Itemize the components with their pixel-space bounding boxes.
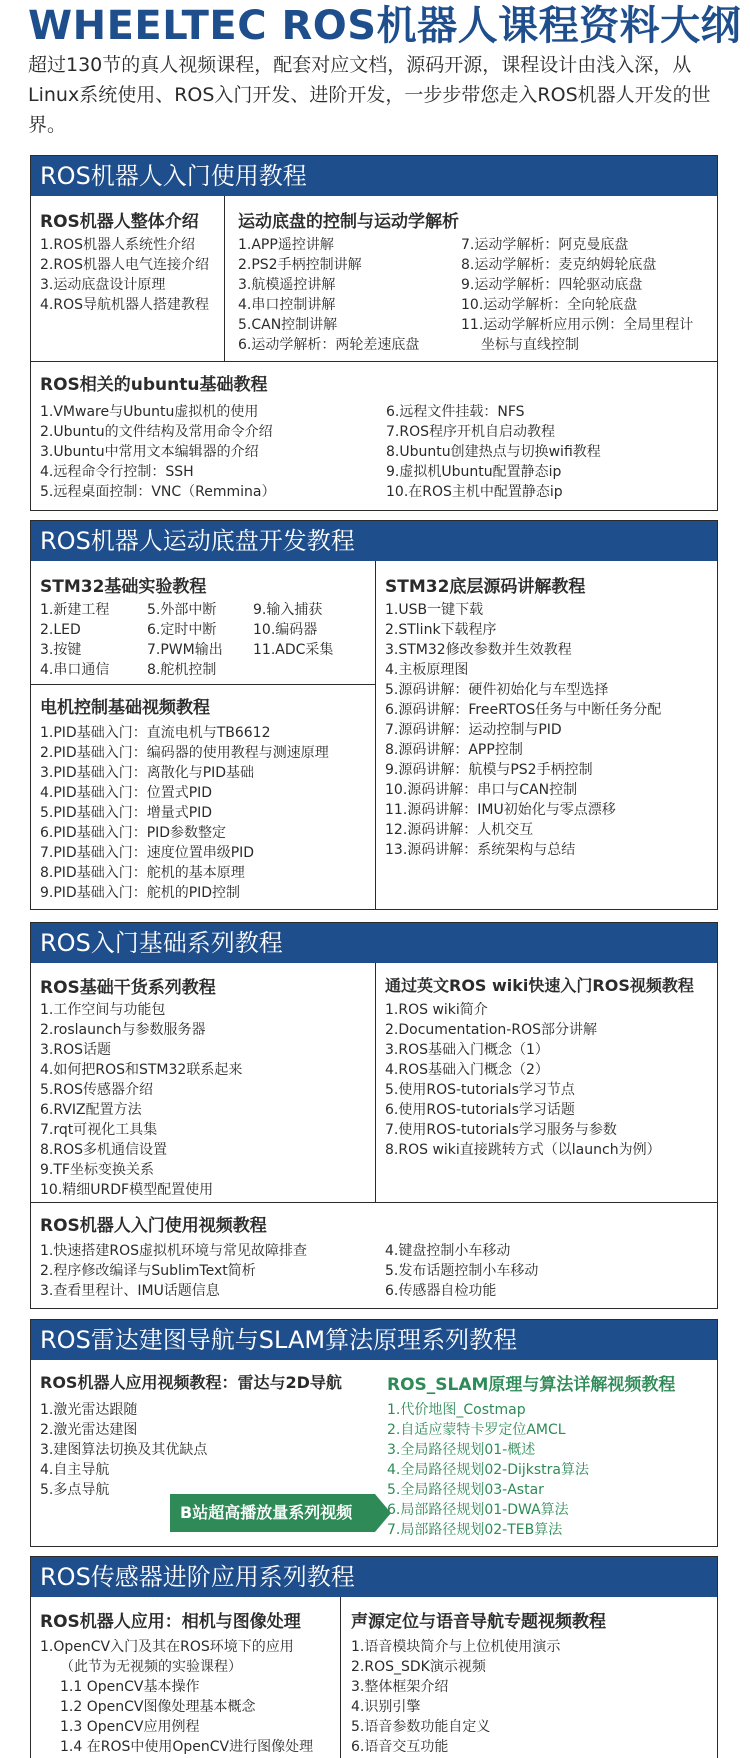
list-item: 4.串口通信 <box>40 662 110 678</box>
list-item: 8.PID基础入门：舵机的基本原理 <box>40 865 245 881</box>
list-item: 1.1 OpenCV基本操作 <box>60 1679 200 1695</box>
list-item: 1.USB一键下载 <box>385 602 484 618</box>
panel-title: 通过英文ROS wiki快速入门ROS视频教程 <box>385 976 694 995</box>
list-item: 4.远程命令行控制：SSH <box>40 464 194 480</box>
list-item: 6.语音交互功能 <box>351 1739 449 1755</box>
item-list <box>40 600 109 680</box>
list-item: 6.源码讲解：FreeRTOS任务与中断任务分配 <box>385 702 662 718</box>
list-item: 2.激光雷达建图 <box>40 1422 138 1438</box>
list-item: 10.编码器 <box>253 622 318 638</box>
list-item: 3.航模遥控讲解 <box>238 277 336 293</box>
panel-title: 电机控制基础视频教程 <box>40 698 210 718</box>
list-item: 5.发布话题控制小车移动 <box>385 1263 539 1279</box>
list-item: 7.PID基础入门：速度位置串级PID <box>40 845 255 861</box>
panel-title: 声源定位与语音导航专题视频教程 <box>351 1612 606 1632</box>
list-item: 2.LED <box>40 622 81 638</box>
list-item: 1.新建工程 <box>40 602 110 618</box>
list-item: 6.RVIZ配置方法 <box>40 1102 142 1118</box>
list-item: 3.建图算法切换及其优缺点 <box>40 1442 208 1458</box>
list-item: 2.STlink下载程序 <box>385 622 497 638</box>
panel-title: 运动底盘的控制与运动学解析 <box>238 212 459 232</box>
list-item: 4.全局路径规划02-Dijkstra算法 <box>387 1462 590 1478</box>
list-item: 1.VMware与Ubuntu虚拟机的使用 <box>40 404 259 420</box>
list-item: 11.源码讲解：IMU初始化与零点漂移 <box>385 802 616 818</box>
list-item: 4.键盘控制小车移动 <box>385 1243 511 1259</box>
page-title: WHEELTEC ROS机器人课程资料大纲 <box>28 3 742 49</box>
intro-text: 超过130节的真人视频课程，配套对应文档，源码开源，课程设计由浅入深，从Linux系统使用、ROS入门开发、进阶开发，一步步带您走入ROS机器人开发的世界。 <box>28 54 711 136</box>
list-item: 3.ROS基础入门概念（1） <box>385 1042 549 1058</box>
list-item: 9.输入捕获 <box>253 602 323 618</box>
list-item: 6.局部路径规划01-DWA算法 <box>387 1502 569 1518</box>
item-list <box>385 1241 538 1301</box>
section-header: ROS入门基础系列教程 <box>31 923 717 963</box>
list-item: 3.Ubuntu中常用文本编辑器的介绍 <box>40 444 259 460</box>
panel-title: ROS机器人入门使用视频教程 <box>40 1216 267 1236</box>
list-item: 12.源码讲解：人机交互 <box>385 822 534 838</box>
list-item: 9.虚拟机Ubuntu配置静态ip <box>386 464 562 480</box>
list-item: （此节为无视频的实验课程） <box>60 1659 242 1675</box>
panel-title: ROS机器人应用：相机与图像处理 <box>40 1612 301 1632</box>
list-item: 8.Ubuntu创建热点与切换wifi教程 <box>386 444 601 460</box>
list-item: 5.多点导航 <box>40 1482 110 1498</box>
item-list <box>385 600 661 860</box>
list-item: 5.外部中断 <box>147 602 217 618</box>
list-item: 1.OpenCV入门及其在ROS环境下的应用 <box>40 1639 294 1655</box>
list-item: 3.PID基础入门：离散化与PID基础 <box>40 765 255 781</box>
list-item: 10.在ROS主机中配置静态ip <box>386 484 563 500</box>
list-item: 1.ROS wiki简介 <box>385 1002 488 1018</box>
list-item: 1.代价地图_Costmap <box>387 1402 526 1418</box>
list-item: 5.CAN控制讲解 <box>238 317 338 333</box>
list-item: 4.PID基础入门：位置式PID <box>40 785 213 801</box>
list-item: 4.如何把ROS和STM32联系起来 <box>40 1062 243 1078</box>
list-item: 6.定时中断 <box>147 622 217 638</box>
list-item: 2.程序修改编译与SublimText简析 <box>40 1263 256 1279</box>
list-item: 5.远程桌面控制：VNC（Remmina） <box>40 484 276 500</box>
panel-title: ROS基础干货系列教程 <box>40 978 216 998</box>
list-item: 4.自主导航 <box>40 1462 110 1478</box>
list-item: 2.PS2手柄控制讲解 <box>238 257 362 273</box>
list-item: 6.PID基础入门：PID参数整定 <box>40 825 227 841</box>
list-item: 1.ROS机器人系统性介绍 <box>40 237 195 253</box>
list-item: 3.查看里程计、IMU话题信息 <box>40 1283 220 1299</box>
item-list <box>386 402 601 502</box>
section-chassis-dev <box>30 520 718 910</box>
list-item: 9.源码讲解：航模与PS2手柄控制 <box>385 762 593 778</box>
panel-title: ROS机器人应用视频教程：雷达与2D导航 <box>40 1373 342 1392</box>
list-item: 7.ROS程序开机自启动教程 <box>386 424 555 440</box>
item-list <box>40 235 209 315</box>
list-item: 6.运动学解析：两轮差速底盘 <box>238 337 420 353</box>
list-item: 5.ROS传感器介绍 <box>40 1082 153 1098</box>
list-item: 2.roslaunch与参数服务器 <box>40 1022 206 1038</box>
list-item: 3.全局路径规划01-概述 <box>387 1442 536 1458</box>
list-item: 2.自适应蒙特卡罗定位AMCL <box>387 1422 566 1438</box>
list-item: 1.APP遥控讲解 <box>238 237 334 253</box>
list-item: 7.运动学解析：阿克曼底盘 <box>461 237 629 253</box>
list-item: 1.3 OpenCV应用例程 <box>60 1719 200 1735</box>
list-item: 8.源码讲解：APP控制 <box>385 742 523 758</box>
list-item: 5.PID基础入门：增量式PID <box>40 805 213 821</box>
section-header: ROS机器人入门使用教程 <box>31 156 717 196</box>
item-list <box>40 1637 313 1757</box>
item-list <box>461 235 693 355</box>
list-item: 8.运动学解析：麦克纳姆轮底盘 <box>461 257 657 273</box>
list-item: 3.按键 <box>40 642 82 658</box>
list-item: 9.PID基础入门：舵机的PID控制 <box>40 885 241 901</box>
list-item: 8.ROS wiki直接跳转方式（以launch为例） <box>385 1142 661 1158</box>
list-item: 7.源码讲解：运动控制与PID <box>385 722 562 738</box>
list-item: 13.源码讲解：系统架构与总结 <box>385 842 576 858</box>
list-item: 2.PID基础入门：编码器的使用教程与测速原理 <box>40 745 329 761</box>
list-item: 2.ROS_SDK演示视频 <box>351 1659 486 1675</box>
list-item: 2.Ubuntu的文件结构及常用命令介绍 <box>40 424 273 440</box>
list-item: 3.ROS话题 <box>40 1042 111 1058</box>
section-sensor-advanced <box>30 1556 718 1758</box>
list-item: 5.源码讲解：硬件初始化与车型选择 <box>385 682 609 698</box>
item-list <box>253 600 333 660</box>
list-item: 3.运动底盘设计原理 <box>40 277 166 293</box>
list-item: 1.4 在ROS中使用OpenCV进行图像处理 <box>60 1739 314 1755</box>
list-item: 8.ROS多机通信设置 <box>40 1142 167 1158</box>
list-item: 4.串口控制讲解 <box>238 297 336 313</box>
list-item: 3.STM32修改参数并生效教程 <box>385 642 572 658</box>
list-item: 4.ROS导航机器人搭建教程 <box>40 297 209 313</box>
panel-title: STM32基础实验教程 <box>40 577 207 597</box>
list-item: 1.2 OpenCV图像处理基本概念 <box>60 1699 256 1715</box>
section-header: ROS机器人运动底盘开发教程 <box>31 521 717 561</box>
item-list <box>40 723 329 903</box>
list-item: 4.识别引擎 <box>351 1699 421 1715</box>
panel-title: ROS_SLAM原理与算法详解视频教程 <box>387 1375 676 1395</box>
item-list <box>40 1400 207 1500</box>
list-item: 5.使用ROS-tutorials学习节点 <box>385 1082 575 1098</box>
list-item: 6.使用ROS-tutorials学习话题 <box>385 1102 575 1118</box>
bilibili-banner: B站超高播放量系列视频 <box>170 1494 375 1532</box>
item-list <box>40 1241 307 1301</box>
list-item: 11.运动学解析应用示例：全局里程计 <box>461 317 694 333</box>
list-item: 4.ROS基础入门概念（2） <box>385 1062 549 1078</box>
section-header: ROS传感器进阶应用系列教程 <box>31 1557 717 1597</box>
list-item: 8.舵机控制 <box>147 662 217 678</box>
item-list <box>147 600 223 680</box>
list-item: 6.远程文件挂载：NFS <box>386 404 525 420</box>
item-list <box>238 235 419 355</box>
item-list <box>40 1000 242 1200</box>
list-item: 1.工作空间与功能包 <box>40 1002 166 1018</box>
list-item: 5.全局路径规划03-Astar <box>387 1482 544 1498</box>
list-item: 7.局部路径规划02-TEB算法 <box>387 1522 563 1538</box>
list-item: 7.使用ROS-tutorials学习服务与参数 <box>385 1122 617 1138</box>
list-item: 4.主板原理图 <box>385 662 469 678</box>
list-item: 7.rqt可视化工具集 <box>40 1122 158 1138</box>
list-item: 1.快速搭建ROS虚拟机环境与常见故障排查 <box>40 1243 307 1259</box>
list-item: 11.ADC采集 <box>253 642 334 658</box>
list-item: 10.精细URDF模型配置使用 <box>40 1182 214 1198</box>
section-ros-basics <box>30 922 718 1309</box>
list-item: 坐标与直线控制 <box>481 337 579 353</box>
panel-title: ROS相关的ubuntu基础教程 <box>40 375 268 395</box>
panel-title: ROS机器人整体介绍 <box>40 212 199 232</box>
item-list <box>387 1400 589 1540</box>
list-item: 3.整体框架介绍 <box>351 1679 449 1695</box>
list-item: 10.运动学解析：全向轮底盘 <box>461 297 638 313</box>
panel-title: STM32底层源码讲解教程 <box>385 577 586 597</box>
item-list <box>40 402 276 502</box>
item-list <box>385 1000 661 1160</box>
list-item: 6.传感器自检功能 <box>385 1283 497 1299</box>
list-item: 2.Documentation-ROS部分讲解 <box>385 1022 597 1038</box>
item-list <box>351 1637 560 1757</box>
section-header: ROS雷达建图导航与SLAM算法原理系列教程 <box>31 1320 717 1360</box>
list-item: 10.源码讲解：串口与CAN控制 <box>385 782 578 798</box>
list-item: 5.语音参数功能自定义 <box>351 1719 491 1735</box>
list-item: 1.语音模块简介与上位机使用演示 <box>351 1639 561 1655</box>
section-intro-usage <box>30 155 718 511</box>
list-item: 7.PWM输出 <box>147 642 223 658</box>
list-item: 9.TF坐标变换关系 <box>40 1162 154 1178</box>
list-item: 2.ROS机器人电气连接介绍 <box>40 257 209 273</box>
list-item: 9.运动学解析：四轮驱动底盘 <box>461 277 643 293</box>
list-item: 1.PID基础入门：直流电机与TB6612 <box>40 725 271 741</box>
list-item: 1.激光雷达跟随 <box>40 1402 138 1418</box>
